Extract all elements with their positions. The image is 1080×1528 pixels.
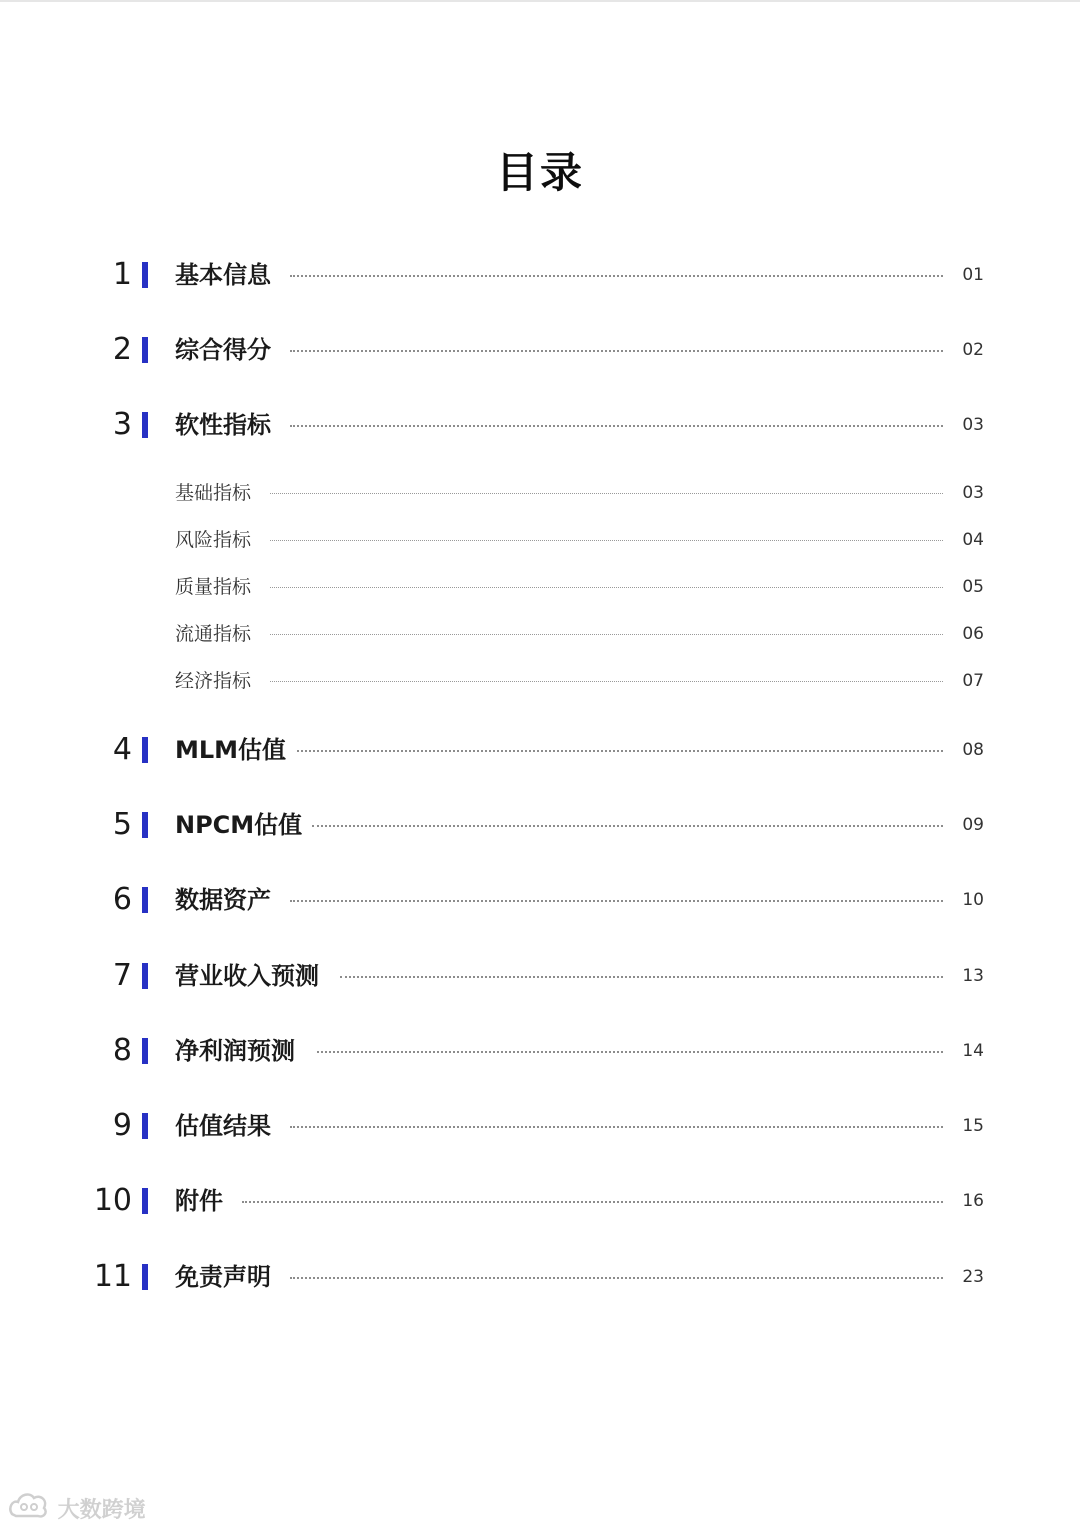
toc-entry-10[interactable]	[0, 1181, 1080, 1221]
dot-leader	[297, 750, 943, 752]
entry-title: 数据资产	[175, 886, 271, 914]
entry-title: 软性指标	[175, 411, 271, 439]
entry-page: 04	[962, 530, 984, 550]
dot-leader	[270, 587, 943, 588]
accent-bar	[142, 1264, 148, 1290]
entry-number: 8	[112, 1033, 132, 1068]
accent-bar	[142, 737, 148, 763]
dot-leader	[270, 493, 943, 494]
entry-number: 2	[112, 332, 132, 367]
entry-number: 9	[112, 1108, 132, 1143]
entry-page: 07	[962, 671, 984, 691]
entry-number: 6	[112, 882, 132, 917]
dot-leader	[290, 350, 943, 352]
entry-number: 5	[112, 807, 132, 842]
accent-bar	[142, 1113, 148, 1139]
page-title: 目录	[495, 148, 584, 197]
entry-page: 16	[962, 1191, 984, 1211]
dot-leader	[270, 681, 943, 682]
entry-page: 03	[962, 415, 984, 435]
entry-page: 06	[962, 624, 984, 644]
entry-number: 7	[112, 958, 132, 993]
watermark-text: 大数跨境	[57, 1497, 146, 1523]
entry-number: 10	[93, 1183, 132, 1218]
toc-entry-9[interactable]	[0, 1106, 1080, 1146]
dot-leader	[270, 540, 943, 541]
toc-entry-7[interactable]	[0, 956, 1080, 996]
entry-page: 09	[962, 815, 984, 835]
watermark	[8, 1490, 146, 1526]
entry-page: 13	[962, 966, 984, 986]
entry-page: 01	[962, 265, 984, 285]
subentry-title: 流通指标	[175, 623, 252, 645]
entry-page: 02	[962, 340, 984, 360]
dot-leader	[312, 825, 943, 827]
toc-entry-2[interactable]	[0, 330, 1080, 370]
dot-leader	[317, 1051, 943, 1053]
accent-bar	[142, 337, 148, 363]
entry-number: 11	[93, 1259, 132, 1294]
toc-entry-1[interactable]	[0, 255, 1080, 295]
accent-bar	[142, 812, 148, 838]
entry-number: 4	[112, 732, 132, 767]
entry-page: 03	[962, 483, 984, 503]
dot-leader	[290, 1126, 943, 1128]
dot-leader	[290, 425, 943, 427]
toc-entry-5[interactable]	[0, 805, 1080, 845]
dot-leader	[270, 634, 943, 635]
subentry-title: 经济指标	[175, 670, 252, 692]
dot-leader	[290, 900, 943, 902]
subentry-title: 质量指标	[175, 576, 252, 598]
accent-bar	[142, 262, 148, 288]
entry-title: MLM估值	[175, 736, 287, 764]
dot-leader	[242, 1201, 943, 1203]
dot-leader	[290, 275, 943, 277]
entry-title: 基本信息	[175, 261, 271, 289]
toc-entry-4[interactable]	[0, 730, 1080, 770]
accent-bar	[142, 887, 148, 913]
toc-subentry[interactable]	[0, 614, 1080, 654]
accent-bar	[142, 1188, 148, 1214]
entry-page: 10	[962, 890, 984, 910]
entry-title: NPCM估值	[175, 811, 303, 839]
accent-bar	[142, 963, 148, 989]
entry-number: 3	[112, 407, 132, 442]
entry-title: 免责声明	[175, 1263, 271, 1291]
cloud-logo-icon	[8, 1490, 50, 1526]
entry-title: 净利润预测	[175, 1037, 295, 1065]
toc-entry-3[interactable]	[0, 405, 1080, 445]
entry-title: 估值结果	[175, 1112, 271, 1140]
toc-subentry[interactable]	[0, 473, 1080, 513]
subentry-title: 风险指标	[175, 529, 252, 551]
entry-page: 14	[962, 1041, 984, 1061]
entry-title: 营业收入预测	[175, 962, 319, 990]
entry-page: 23	[962, 1267, 984, 1287]
toc-subentry[interactable]	[0, 661, 1080, 701]
entry-page: 15	[962, 1116, 984, 1136]
toc-entry-6[interactable]	[0, 880, 1080, 920]
toc-entry-11[interactable]	[0, 1257, 1080, 1297]
toc-entry-8[interactable]	[0, 1031, 1080, 1071]
subentry-title: 基础指标	[175, 482, 252, 504]
dot-leader	[290, 1277, 943, 1279]
toc-subentry[interactable]	[0, 567, 1080, 607]
entry-number: 1	[112, 257, 132, 292]
accent-bar	[142, 1038, 148, 1064]
dot-leader	[340, 976, 943, 978]
accent-bar	[142, 412, 148, 438]
entry-page: 08	[962, 740, 984, 760]
entry-title: 综合得分	[175, 336, 271, 364]
entry-title: 附件	[175, 1187, 223, 1215]
entry-page: 05	[962, 577, 984, 597]
toc-subentry[interactable]	[0, 520, 1080, 560]
